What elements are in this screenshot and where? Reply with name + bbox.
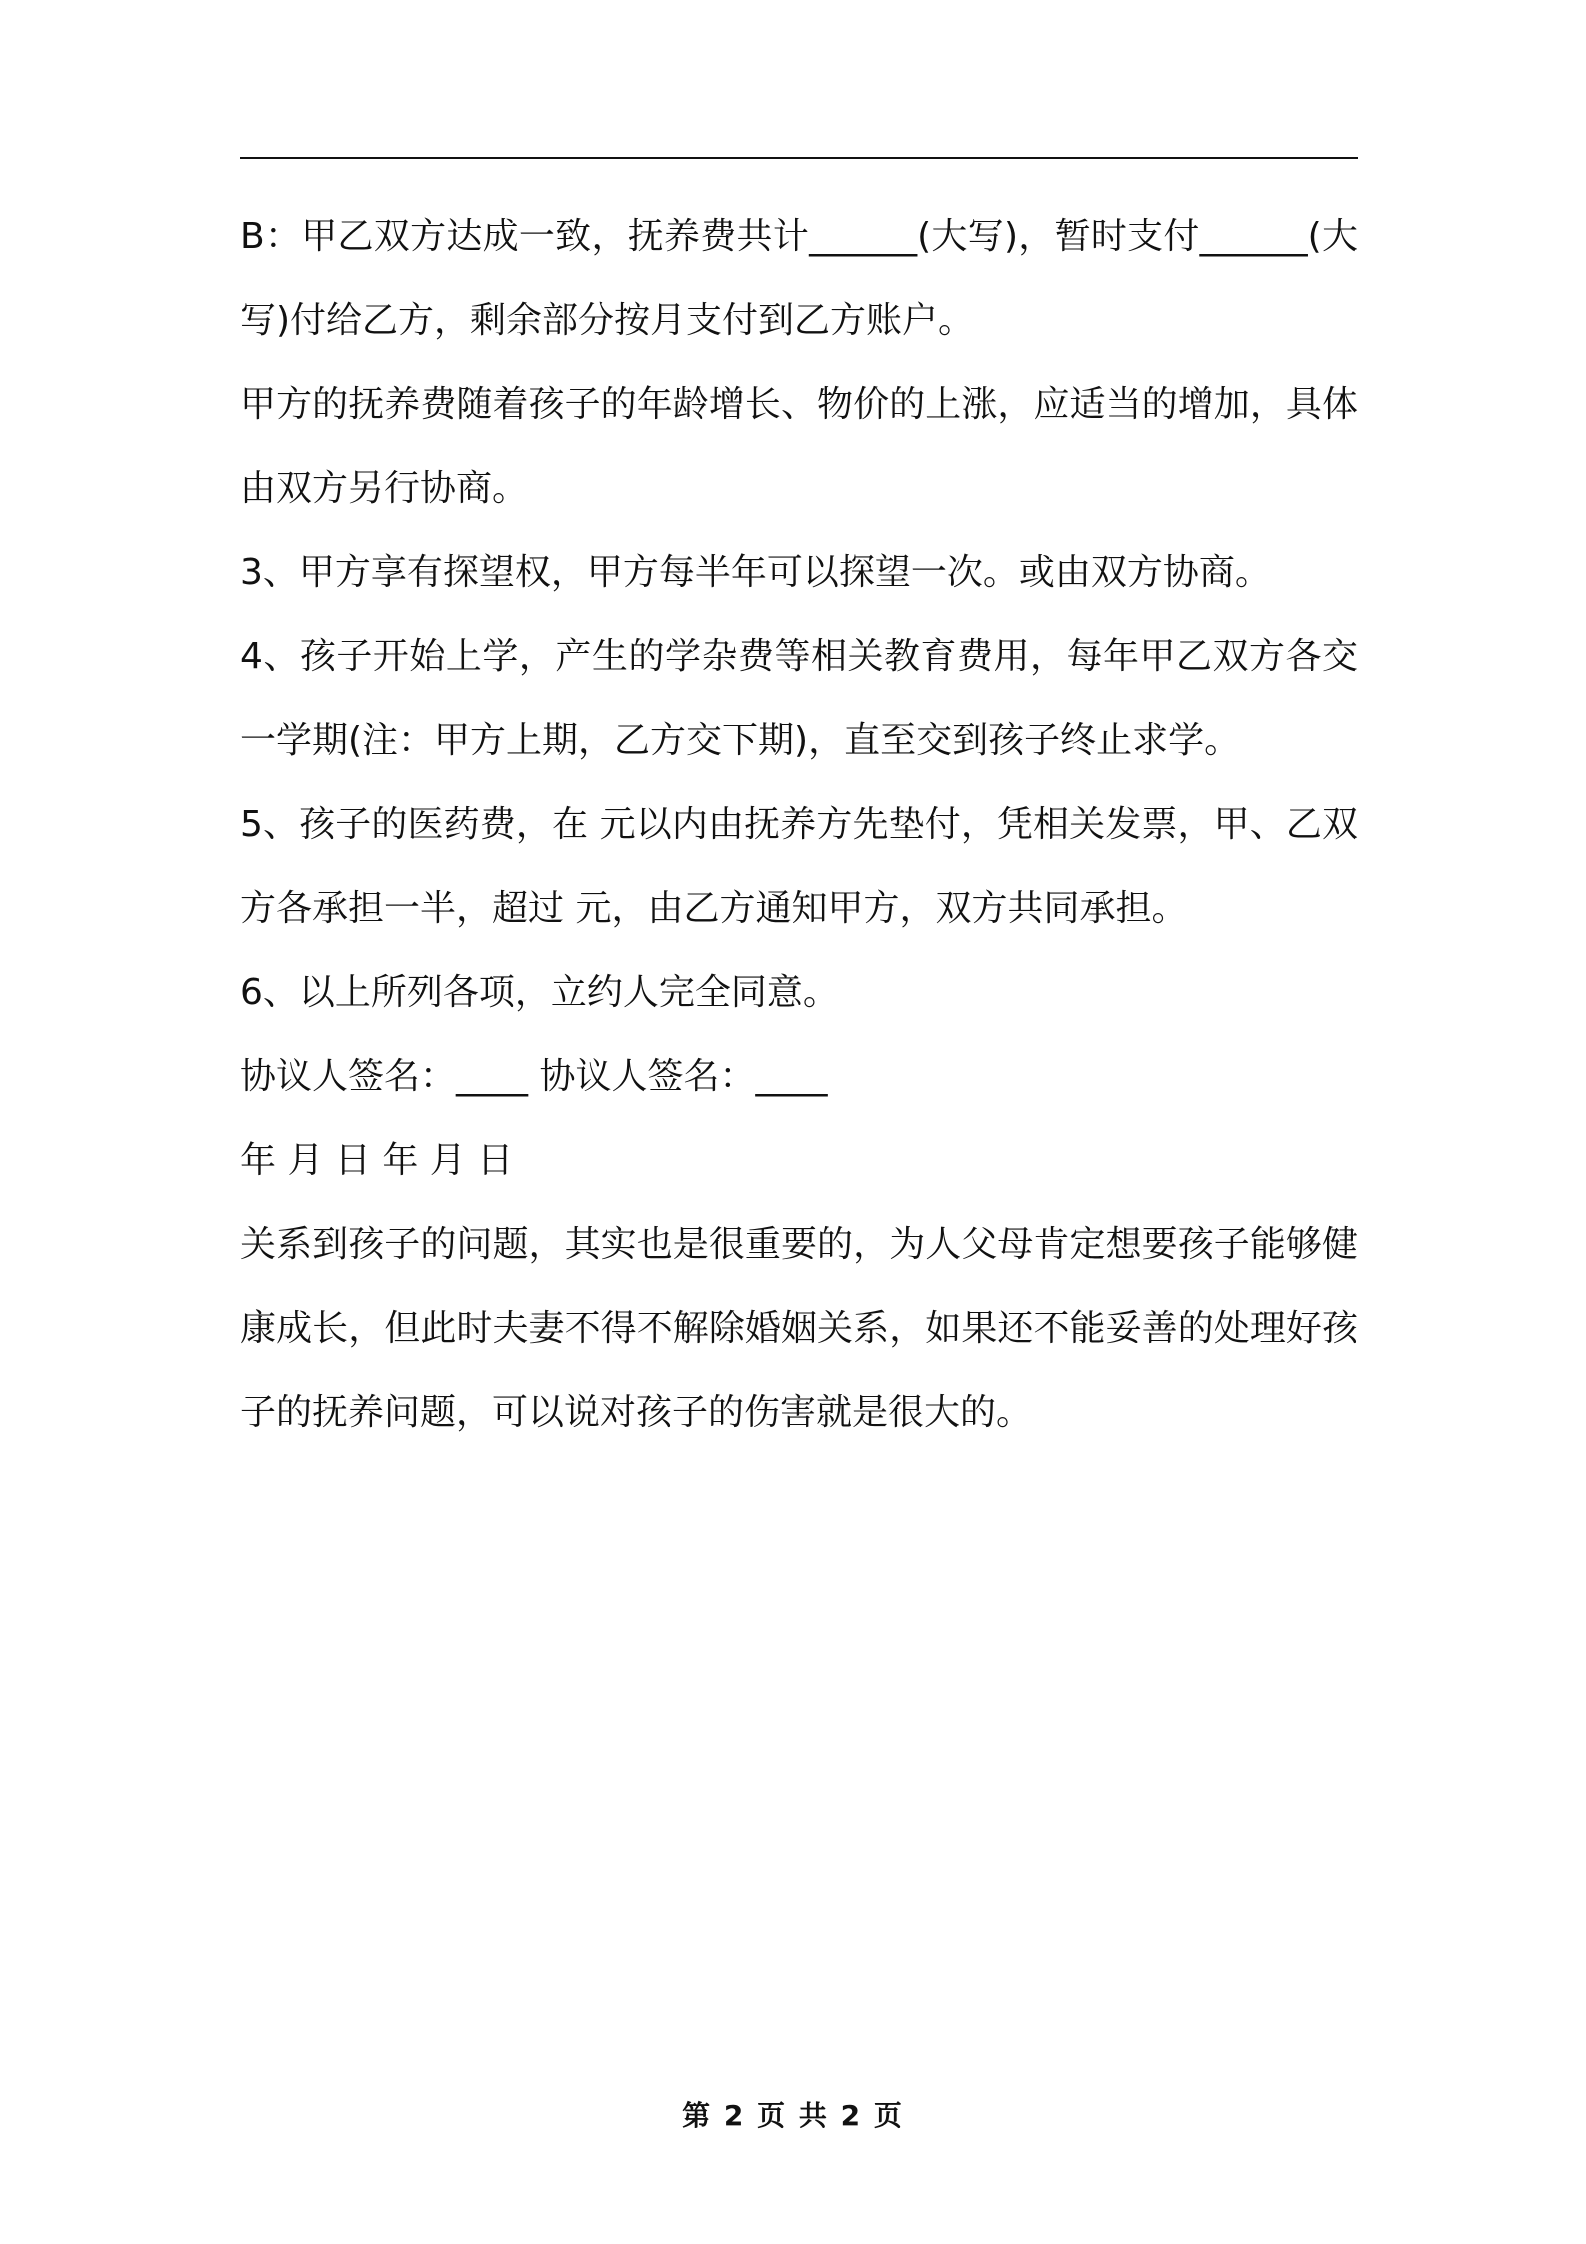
date-line: 年 月 日 年 月 日 xyxy=(240,1140,514,1181)
header-divider xyxy=(240,157,1358,159)
document-body xyxy=(240,195,1358,1455)
page-number-footer: 第 2 页 共 2 页 xyxy=(682,2099,904,2132)
paragraph-visitation-rights: 3、甲方享有探望权，甲方每半年可以探望一次。或由双方协商。 xyxy=(240,552,1271,593)
paragraph-closing-note: 关系到孩子的问题，其实也是很重要的，为人父母肯定想要孩子能够健康成长，但此时夫妻不得不解除婚姻关系，如果还不能妥善的处理好孩子的抚养问题，可以说对孩子的伤害就是很大的。 xyxy=(240,1224,1358,1433)
paragraph-alimony-payment: B：甲乙双方达成一致，抚养费共计______(大写)，暂时支付______(大写)付给乙方，剩余部分按月支付到乙方账户。 xyxy=(240,216,1358,341)
paragraph-agreement-consent: 6、以上所列各项，立约人完全同意。 xyxy=(240,972,839,1013)
paragraph-alimony-increase: 甲方的抚养费随着孩子的年龄增长、物价的上涨，应适当的增加，具体由双方另行协商。 xyxy=(240,384,1358,509)
paragraph-education-fees: 4、孩子开始上学，产生的学杂费等相关教育费用，每年甲乙双方各交一学期(注：甲方上期，乙方交下期)，直至交到孩子终止求学。 xyxy=(240,636,1358,761)
signature-line: 协议人签名：____ 协议人签名：____ xyxy=(240,1056,828,1097)
paragraph-medical-fees: 5、孩子的医药费，在 元以内由抚养方先垫付，凭相关发票，甲、乙双方各承担一半，超过 元，由乙方通知甲方，双方共同承担。 xyxy=(240,804,1358,929)
